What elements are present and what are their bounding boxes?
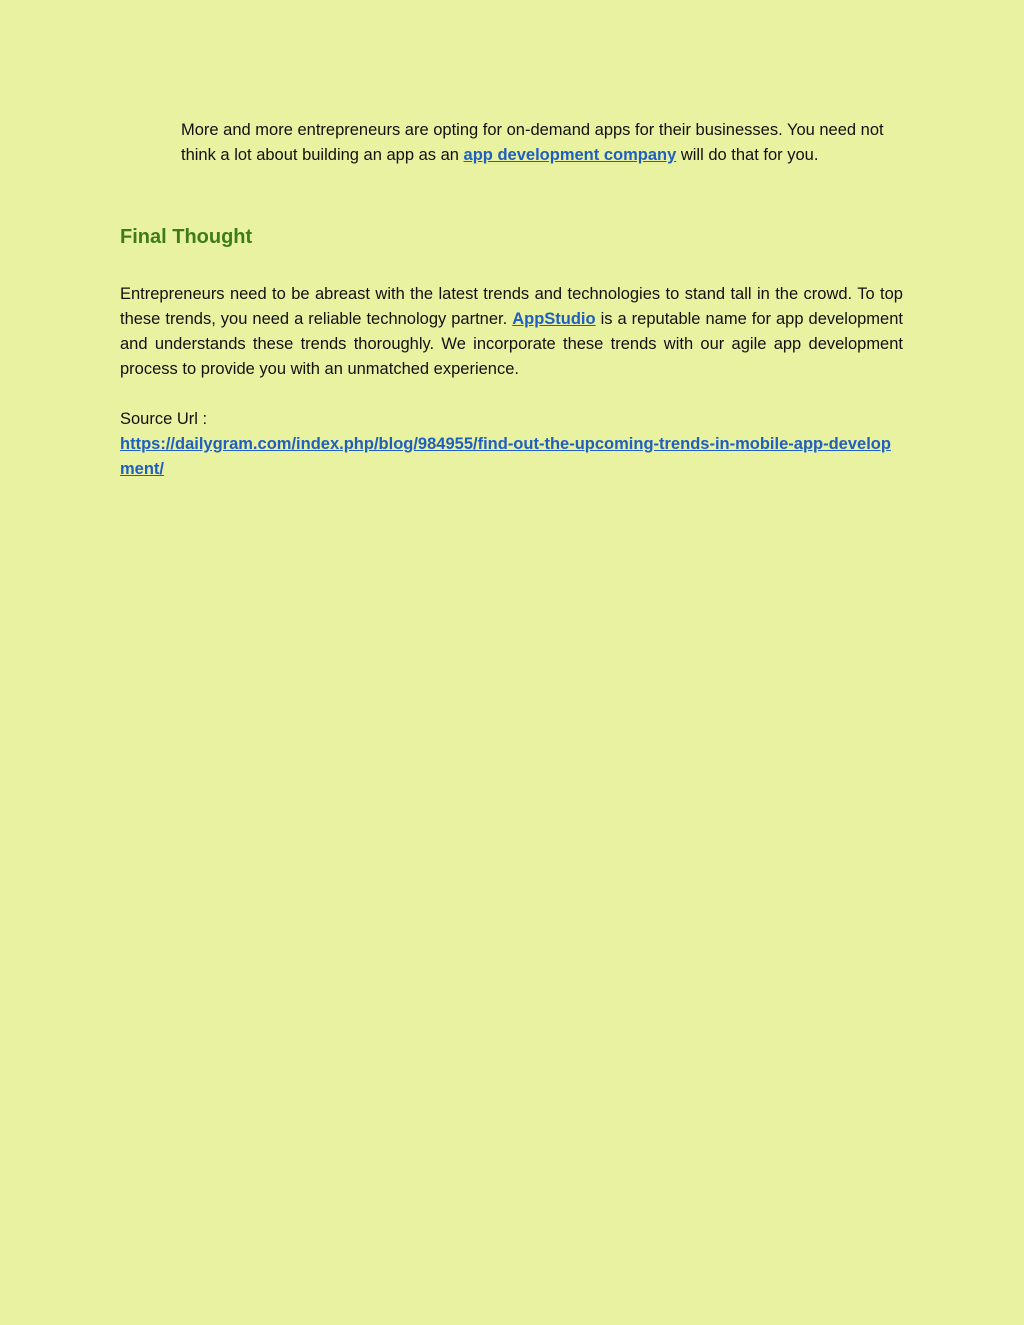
final-thought-paragraph [120, 282, 903, 382]
document-content [120, 118, 903, 482]
appstudio-link[interactable]: AppStudio [512, 310, 596, 328]
intro-text-before: More and more entrepreneurs are opting for on-demand apps for their businesses. You need not think a lot about building an app as an [181, 121, 884, 164]
source-url-link[interactable]: https://dailygram.com/index.php/blog/984955/find-out-the-upcoming-trends-in-mobile-app-development/ [120, 435, 891, 478]
app-development-company-link[interactable]: app development company [463, 146, 677, 164]
final-thought-text-before: Entrepreneurs need to be abreast with the latest trends and technologies to stand tall in the crowd. To top these trends, you need a reliable technology partner. [120, 285, 903, 328]
intro-paragraph [181, 118, 903, 168]
final-thought-text-after: is a reputable name for app development and understands these trends thoroughly. We incorporate these trends with our agile app development process to provide you with an unmatched experience. [120, 310, 903, 378]
final-thought-heading: Final Thought [120, 226, 253, 248]
source-url-label: Source Url : [120, 410, 208, 428]
intro-text-after: will do that for you. [676, 146, 819, 164]
